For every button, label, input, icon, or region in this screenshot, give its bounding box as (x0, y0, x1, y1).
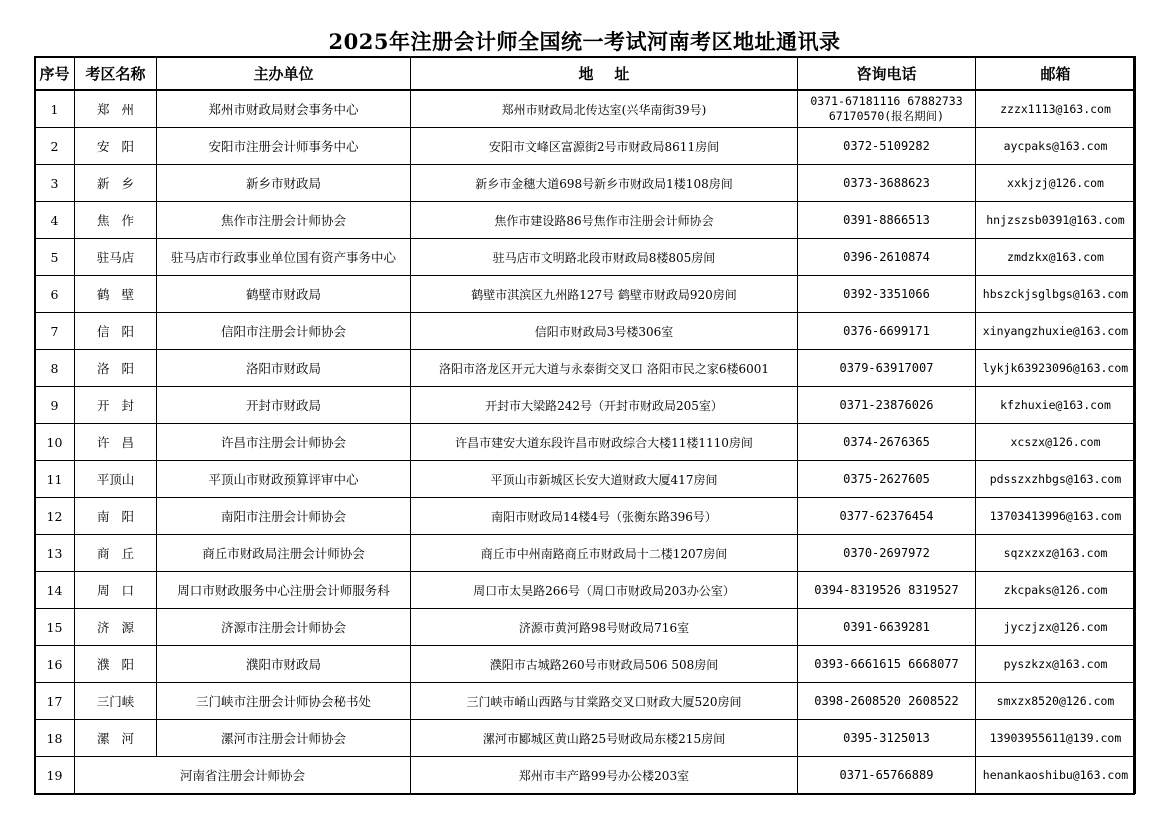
org-cell: 南阳市注册会计师协会 (157, 498, 411, 535)
org-cell: 鹤壁市财政局 (157, 276, 411, 313)
table-row (35, 424, 1136, 461)
email-cell: pdsszxzhbgs@163.com (976, 461, 1136, 498)
phone-cell: 0398-2608520 2608522 (798, 683, 976, 720)
header-address: 地 址 (411, 57, 798, 91)
phone-cell: 0391-6639281 (798, 609, 976, 646)
table-row (35, 646, 1136, 683)
org-cell: 新乡市财政局 (157, 165, 411, 202)
seq-cell: 11 (35, 461, 75, 498)
phone-cell: 0371-67181116 67882733 67170570(报名期间) (798, 90, 976, 128)
address-cell: 濮阳市古城路260号市财政局506 508房间 (411, 646, 798, 683)
phone-cell: 0372-5109282 (798, 128, 976, 165)
seq-cell: 7 (35, 313, 75, 350)
email-cell: hnjzszsb0391@163.com (976, 202, 1136, 239)
address-cell: 三门峡市崤山西路与甘棠路交叉口财政大厦520房间 (411, 683, 798, 720)
email-cell: smxzx8520@126.com (976, 683, 1136, 720)
org-cell: 开封市财政局 (157, 387, 411, 424)
phone-cell: 0396-2610874 (798, 239, 976, 276)
area-cell: 南阳 (75, 498, 157, 535)
email-cell: 13903955611@139.com (976, 720, 1136, 757)
phone-cell: 0393-6661615 6668077 (798, 646, 976, 683)
phone-cell: 0370-2697972 (798, 535, 976, 572)
email-cell: jyczjzx@126.com (976, 609, 1136, 646)
seq-cell: 15 (35, 609, 75, 646)
address-cell: 南阳市财政局14楼4号（张衡东路396号） (411, 498, 798, 535)
header-email: 邮箱 (976, 57, 1136, 91)
area-cell: 漯河 (75, 720, 157, 757)
table-row (35, 535, 1136, 572)
org-cell: 濮阳市财政局 (157, 646, 411, 683)
phone-cell: 0373-3688623 (798, 165, 976, 202)
address-cell: 洛阳市洛龙区开元大道与永泰街交叉口 洛阳市民之家6楼6001 (411, 350, 798, 387)
area-cell: 商丘 (75, 535, 157, 572)
table-row (35, 165, 1136, 202)
org-cell: 郑州市财政局财会事务中心 (157, 90, 411, 128)
phone-cell: 0395-3125013 (798, 720, 976, 757)
email-cell: henankaoshibu@163.com (976, 757, 1136, 794)
area-cell: 新乡 (75, 165, 157, 202)
email-cell: zzzx1113@163.com (976, 90, 1136, 128)
address-cell: 开封市大梁路242号（开封市财政局205室） (411, 387, 798, 424)
email-cell: zkcpaks@126.com (976, 572, 1136, 609)
phone-cell: 0375-2627605 (798, 461, 976, 498)
area-cell: 开封 (75, 387, 157, 424)
email-cell: xxkjzj@126.com (976, 165, 1136, 202)
area-cell: 郑州 (75, 90, 157, 128)
table-row (35, 609, 1136, 646)
area-cell: 信阳 (75, 313, 157, 350)
phone-cell: 0379-63917007 (798, 350, 976, 387)
phone-cell: 0394-8319526 8319527 (798, 572, 976, 609)
table-row (35, 313, 1136, 350)
area-cell: 许昌 (75, 424, 157, 461)
area-cell: 鹤壁 (75, 276, 157, 313)
seq-cell: 14 (35, 572, 75, 609)
org-cell: 漯河市注册会计师协会 (157, 720, 411, 757)
address-cell: 安阳市文峰区富源街2号市财政局8611房间 (411, 128, 798, 165)
area-cell: 焦作 (75, 202, 157, 239)
org-cell: 许昌市注册会计师协会 (157, 424, 411, 461)
address-cell: 商丘市中州南路商丘市财政局十二楼1207房间 (411, 535, 798, 572)
area-cell: 安阳 (75, 128, 157, 165)
email-cell: lykjk63923096@163.com (976, 350, 1136, 387)
seq-cell: 16 (35, 646, 75, 683)
area-cell: 济源 (75, 609, 157, 646)
seq-cell: 19 (35, 757, 75, 794)
email-cell: 13703413996@163.com (976, 498, 1136, 535)
email-cell: kfzhuxie@163.com (976, 387, 1136, 424)
area-cell: 洛阳 (75, 350, 157, 387)
phone-cell: 0374-2676365 (798, 424, 976, 461)
address-directory-table (34, 56, 1136, 794)
area-cell: 平顶山 (75, 461, 157, 498)
address-cell: 新乡市金穗大道698号新乡市财政局1楼108房间 (411, 165, 798, 202)
page-title: 2025年注册会计师全国统一考试河南考区地址通讯录 (328, 29, 841, 54)
header-row (35, 57, 1136, 91)
seq-cell: 3 (35, 165, 75, 202)
area-cell: 三门峡 (75, 683, 157, 720)
address-cell: 信阳市财政局3号楼306室 (411, 313, 798, 350)
table-row-last (35, 757, 1136, 794)
phone-cell: 0376-6699171 (798, 313, 976, 350)
address-cell: 鹤壁市淇滨区九州路127号 鹤壁市财政局920房间 (411, 276, 798, 313)
table-row (35, 239, 1136, 276)
table-body (35, 90, 1136, 794)
org-cell: 驻马店市行政事业单位国有资产事务中心 (157, 239, 411, 276)
seq-cell: 8 (35, 350, 75, 387)
org-cell: 信阳市注册会计师协会 (157, 313, 411, 350)
address-cell: 郑州市丰产路99号办公楼203室 (411, 757, 798, 794)
email-cell: xinyangzhuxie@163.com (976, 313, 1136, 350)
org-cell: 洛阳市财政局 (157, 350, 411, 387)
table-row (35, 683, 1136, 720)
address-cell: 焦作市建设路86号焦作市注册会计师协会 (411, 202, 798, 239)
phone-cell: 0392-3351066 (798, 276, 976, 313)
seq-cell: 5 (35, 239, 75, 276)
header-org: 主办单位 (157, 57, 411, 91)
seq-cell: 13 (35, 535, 75, 572)
email-cell: hbszckjsglbgs@163.com (976, 276, 1136, 313)
table-row (35, 202, 1136, 239)
seq-cell: 1 (35, 90, 75, 128)
header-seq: 序号 (35, 57, 75, 91)
area-cell: 濮阳 (75, 646, 157, 683)
seq-cell: 12 (35, 498, 75, 535)
area-cell: 驻马店 (75, 239, 157, 276)
table-row (35, 128, 1136, 165)
table-row (35, 387, 1136, 424)
phone-cell: 0371-23876026 (798, 387, 976, 424)
org-cell: 焦作市注册会计师协会 (157, 202, 411, 239)
email-cell: sqzxzxz@163.com (976, 535, 1136, 572)
org-cell: 河南省注册会计师协会 (75, 757, 411, 794)
email-cell: pyszkzx@163.com (976, 646, 1136, 683)
address-cell: 郑州市财政局北传达室(兴华南街39号) (411, 90, 798, 128)
address-cell: 平顶山市新城区长安大道财政大厦417房间 (411, 461, 798, 498)
address-cell: 驻马店市文明路北段市财政局8楼805房间 (411, 239, 798, 276)
email-cell: xcszx@126.com (976, 424, 1136, 461)
table-row (35, 276, 1136, 313)
email-cell: aycpaks@163.com (976, 128, 1136, 165)
org-cell: 平顶山市财政预算评审中心 (157, 461, 411, 498)
seq-cell: 18 (35, 720, 75, 757)
table-row (35, 572, 1136, 609)
seq-cell: 10 (35, 424, 75, 461)
table-row (35, 90, 1136, 128)
seq-cell: 2 (35, 128, 75, 165)
table-row (35, 498, 1136, 535)
address-cell: 许昌市建安大道东段许昌市财政综合大楼11楼1110房间 (411, 424, 798, 461)
address-cell: 济源市黄河路98号财政局716室 (411, 609, 798, 646)
seq-cell: 4 (35, 202, 75, 239)
table-row (35, 720, 1136, 757)
table-row (35, 350, 1136, 387)
seq-cell: 17 (35, 683, 75, 720)
org-cell: 济源市注册会计师协会 (157, 609, 411, 646)
header-area: 考区名称 (75, 57, 157, 91)
phone-cell: 0391-8866513 (798, 202, 976, 239)
table-row (35, 461, 1136, 498)
address-cell: 漯河市郾城区黄山路25号财政局东楼215房间 (411, 720, 798, 757)
header-phone: 咨询电话 (798, 57, 976, 91)
address-cell: 周口市太昊路266号（周口市财政局203办公室） (411, 572, 798, 609)
email-cell: zmdzkx@163.com (976, 239, 1136, 276)
org-cell: 安阳市注册会计师事务中心 (157, 128, 411, 165)
org-cell: 商丘市财政局注册会计师协会 (157, 535, 411, 572)
seq-cell: 9 (35, 387, 75, 424)
org-cell: 三门峡市注册会计师协会秘书处 (157, 683, 411, 720)
phone-cell: 0377-62376454 (798, 498, 976, 535)
phone-cell: 0371-65766889 (798, 757, 976, 794)
org-cell: 周口市财政服务中心注册会计师服务科 (157, 572, 411, 609)
seq-cell: 6 (35, 276, 75, 313)
area-cell: 周口 (75, 572, 157, 609)
